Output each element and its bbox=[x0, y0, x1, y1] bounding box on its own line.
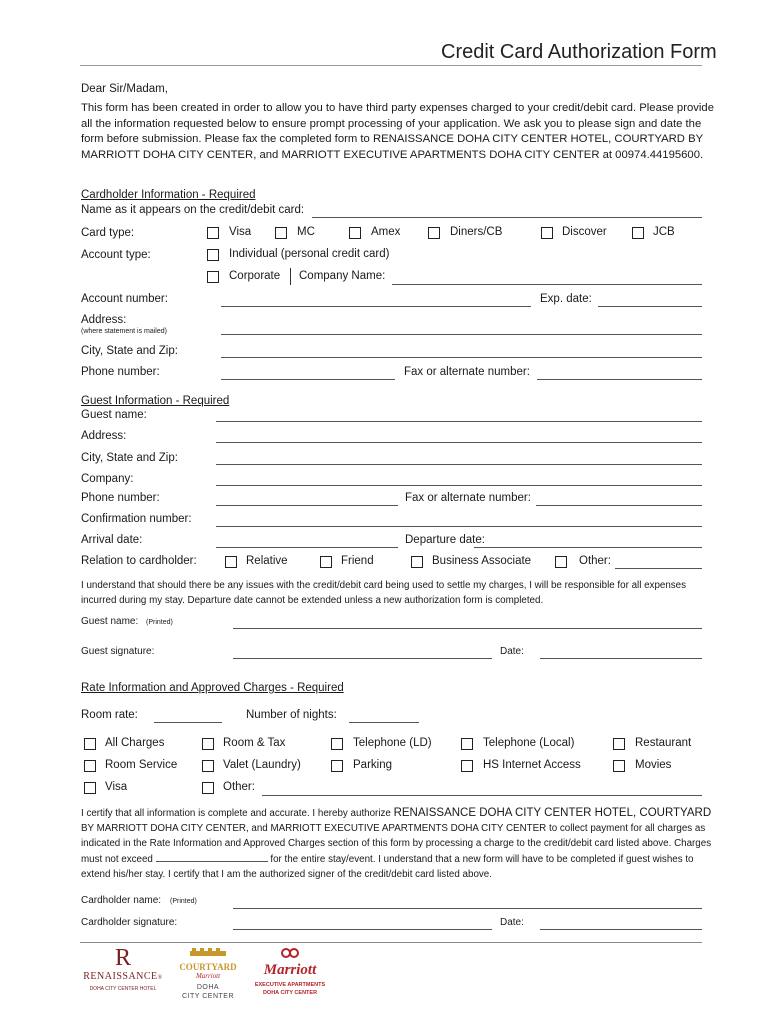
card-visa-label: Visa bbox=[229, 226, 252, 238]
certify-part1-hotels: RENAISSANCE DOHA CITY CENTER HOTEL, COURTYARD bbox=[393, 807, 712, 819]
certify-part4: completed if guest wishes to extend his/her stay. I certify that I am the authorized signer of the credit/debit card listed above. bbox=[81, 854, 694, 880]
relation-friend-checkbox[interactable] bbox=[320, 556, 332, 568]
fax-label: Fax or alternate number: bbox=[404, 366, 530, 378]
guest-signature-field[interactable] bbox=[233, 658, 492, 659]
company-name-label: Company Name: bbox=[299, 270, 386, 282]
cardholder-printed-note: (Printed) bbox=[170, 898, 197, 905]
charge-internet-label: HS Internet Access bbox=[483, 759, 581, 771]
courtyard-sub2: CITY CENTER bbox=[181, 993, 235, 1000]
intro-paragraph: This form has been created in order to allow you to have third party expenses charged to your credit/debit card. Please provide all the information requested below to ensure prompt processing of your application. We ask you to please sign and date the form before submission. Please fax the completed form to RENAISSANCE DOHA CITY CENTER HOTEL, COURTYARD BY MARRIOTT DOHA CITY CENTER, and MARRIOTT EXECUTIVE APARTMENTS DOHA CITY CENTER at 00974.44195600. bbox=[81, 102, 714, 161]
individual-label: Individual (personal credit card) bbox=[229, 248, 390, 260]
marriott-sub2: DOHA CITY CENTER bbox=[262, 990, 318, 996]
guest-signature-label: Guest signature: bbox=[81, 646, 155, 657]
charge-all-checkbox[interactable] bbox=[84, 738, 96, 750]
card-diners-label: Diners/CB bbox=[450, 226, 503, 238]
card-visa-checkbox[interactable] bbox=[207, 227, 219, 239]
courtyard-sub1: DOHA bbox=[196, 984, 220, 991]
guest-name-label: Guest name: bbox=[81, 409, 147, 421]
exp-date-field[interactable] bbox=[598, 306, 702, 307]
marriott-sub1: EXECUTIVE APARTMENTS bbox=[254, 982, 326, 988]
card-jcb-label: JCB bbox=[653, 226, 675, 238]
city-field[interactable] bbox=[221, 357, 702, 358]
charge-movies-checkbox[interactable] bbox=[613, 760, 625, 772]
charge-movies-label: Movies bbox=[635, 759, 672, 771]
guest-name-printed-label: Guest name: bbox=[81, 616, 139, 627]
guest-company-field[interactable] bbox=[216, 485, 702, 486]
charge-visa-checkbox[interactable] bbox=[84, 782, 96, 794]
address-field[interactable] bbox=[221, 334, 702, 335]
renaissance-registered: ® bbox=[157, 975, 163, 981]
marriott-logo bbox=[248, 945, 332, 997]
charge-restaurant-label: Restaurant bbox=[635, 737, 692, 749]
card-discover-label: Discover bbox=[562, 226, 607, 238]
corporate-label: Corporate bbox=[229, 270, 281, 282]
cardholder-signature-label: Cardholder signature: bbox=[81, 917, 178, 928]
card-jcb-checkbox[interactable] bbox=[632, 227, 644, 239]
marriott-rings-icon bbox=[279, 948, 301, 958]
departure-label: Departure date: bbox=[405, 534, 485, 546]
relation-other-checkbox[interactable] bbox=[555, 556, 567, 568]
charge-telephone-ld-checkbox[interactable] bbox=[331, 738, 343, 750]
guest-heading: Guest Information - Required bbox=[81, 395, 230, 407]
charge-room-tax-checkbox[interactable] bbox=[202, 738, 214, 750]
charge-room-service-label: Room Service bbox=[105, 759, 178, 771]
charge-restaurant-checkbox[interactable] bbox=[613, 738, 625, 750]
guest-printed-note: (Printed) bbox=[146, 619, 173, 626]
guest-fax-label: Fax or alternate number: bbox=[405, 492, 531, 504]
card-discover-checkbox[interactable] bbox=[541, 227, 553, 239]
account-number-label: Account number: bbox=[81, 293, 168, 305]
certify-part2: BY MARRIOTT DOHA CITY CENTER, and MARRIOTT EXECUTIVE APARTMENTS DOHA CITY CENTER to collect payment for all charges as indicated in the Rate Information and Approved Charges section of this form by processing a charge to the credit/debit card listed bbox=[81, 823, 706, 849]
footer-divider bbox=[80, 942, 702, 943]
charge-limit-field[interactable] bbox=[156, 851, 268, 862]
charge-parking-label: Parking bbox=[353, 759, 392, 771]
arrival-field[interactable] bbox=[216, 547, 398, 548]
relation-label: Relation to cardholder: bbox=[81, 555, 197, 567]
page-title: Credit Card Authorization Form bbox=[441, 41, 717, 63]
renaissance-wordmark: RENAISSANCE bbox=[83, 971, 158, 982]
certify-part1: I certify that all information is complete and accurate. I hereby authorize bbox=[81, 808, 394, 819]
charge-valet-label: Valet (Laundry) bbox=[223, 759, 301, 771]
guest-name-printed-field[interactable] bbox=[233, 628, 702, 629]
nights-label: Number of nights: bbox=[246, 709, 337, 721]
guest-statement: I understand that should there be any issues with the credit/debit card being used to settle my charges, I will be responsible for all expenses incurred during my stay. Departure date cannot be extended unless a new authorization form is completed. bbox=[81, 580, 687, 606]
charge-telephone-local-checkbox[interactable] bbox=[461, 738, 473, 750]
confirmation-field[interactable] bbox=[216, 526, 702, 527]
corporate-divider bbox=[290, 268, 291, 285]
phone-label: Phone number: bbox=[81, 366, 160, 378]
relation-relative-checkbox[interactable] bbox=[225, 556, 237, 568]
rate-heading: Rate Information and Approved Charges - Required bbox=[81, 682, 344, 694]
relation-other-label: Other: bbox=[579, 555, 611, 567]
cardholder-date-field[interactable] bbox=[540, 929, 702, 930]
marriott-wordmark: Marriott bbox=[263, 962, 317, 978]
arrival-label: Arrival date: bbox=[81, 534, 143, 546]
courtyard-wordmark: COURTYARD bbox=[179, 962, 237, 972]
relation-other-field[interactable] bbox=[615, 568, 702, 569]
courtyard-crest-icon bbox=[188, 948, 228, 957]
charge-other-label: Other: bbox=[223, 781, 255, 793]
phone-field[interactable] bbox=[221, 379, 395, 380]
charge-telephone-local-label: Telephone (Local) bbox=[483, 737, 575, 749]
nights-field[interactable] bbox=[349, 722, 419, 723]
guest-fax-field[interactable] bbox=[536, 505, 702, 506]
charge-other-checkbox[interactable] bbox=[202, 782, 214, 794]
relation-friend-label: Friend bbox=[341, 555, 374, 567]
card-type-label: Card type: bbox=[81, 227, 135, 239]
charge-visa-label: Visa bbox=[105, 781, 128, 793]
departure-field[interactable] bbox=[474, 547, 702, 548]
address-label: Address: bbox=[81, 314, 127, 326]
renaissance-logo bbox=[78, 945, 168, 992]
guest-address-label: Address: bbox=[81, 430, 127, 442]
card-amex-checkbox[interactable] bbox=[349, 227, 361, 239]
renaissance-mark: R bbox=[114, 945, 131, 971]
cardholder-signature-field[interactable] bbox=[233, 929, 492, 930]
individual-checkbox[interactable] bbox=[207, 249, 219, 261]
card-diners-checkbox[interactable] bbox=[428, 227, 440, 239]
guest-company-label: Company: bbox=[81, 473, 134, 485]
title-divider bbox=[80, 65, 702, 66]
renaissance-subtitle: DOHA CITY CENTER HOTEL bbox=[89, 986, 157, 992]
relation-relative-label: Relative bbox=[246, 555, 288, 567]
room-rate-label: Room rate: bbox=[81, 709, 138, 721]
charge-room-service-checkbox[interactable] bbox=[84, 760, 96, 772]
card-amex-label: Amex bbox=[371, 226, 401, 238]
charge-valet-checkbox[interactable] bbox=[202, 760, 214, 772]
address-note: (where statement is mailed) bbox=[81, 328, 167, 335]
fax-field[interactable] bbox=[537, 379, 702, 380]
guest-phone-label: Phone number: bbox=[81, 492, 160, 504]
relation-business-label: Business Associate bbox=[432, 555, 532, 567]
cardholder-name-printed-field[interactable] bbox=[233, 908, 702, 909]
card-mc-checkbox[interactable] bbox=[275, 227, 287, 239]
cardholder-name-label: Name as it appears on the credit/debit card: bbox=[81, 204, 305, 216]
certify-part3a: above. Charges must not exceed bbox=[81, 838, 712, 865]
guest-name-field[interactable] bbox=[216, 421, 702, 422]
relation-business-checkbox[interactable] bbox=[411, 556, 423, 568]
exp-date-label: Exp. date: bbox=[540, 293, 592, 305]
cardholder-date-label: Date: bbox=[500, 917, 524, 928]
cardholder-name-printed-label: Cardholder name: bbox=[81, 895, 162, 906]
guest-city-field[interactable] bbox=[216, 464, 702, 465]
account-type-label: Account type: bbox=[81, 249, 151, 261]
certify-part3b: for the entire stay/event. I understand that a new form will have to be bbox=[270, 854, 568, 865]
charge-internet-checkbox[interactable] bbox=[461, 760, 473, 772]
charge-other-field[interactable] bbox=[262, 795, 702, 796]
guest-date-label: Date: bbox=[500, 646, 524, 657]
certify-paragraph bbox=[81, 806, 716, 882]
cardholder-heading: Cardholder Information - Required bbox=[81, 189, 256, 201]
room-rate-field[interactable] bbox=[154, 722, 222, 723]
company-name-field[interactable] bbox=[392, 284, 702, 285]
card-mc-label: MC bbox=[297, 226, 315, 238]
guest-date-field[interactable] bbox=[540, 658, 702, 659]
confirmation-label: Confirmation number: bbox=[81, 513, 192, 525]
charge-parking-checkbox[interactable] bbox=[331, 760, 343, 772]
courtyard-marriott: Marriott bbox=[195, 972, 221, 980]
city-label: City, State and Zip: bbox=[81, 345, 178, 357]
cardholder-name-field[interactable] bbox=[312, 217, 702, 218]
guest-city-label: City, State and Zip: bbox=[81, 452, 178, 464]
charge-all-label: All Charges bbox=[105, 737, 165, 749]
charge-room-tax-label: Room & Tax bbox=[223, 737, 286, 749]
corporate-checkbox[interactable] bbox=[207, 271, 219, 283]
charge-telephone-ld-label: Telephone (LD) bbox=[353, 737, 432, 749]
courtyard-logo bbox=[172, 944, 244, 1001]
salutation: Dear Sir/Madam, bbox=[81, 83, 168, 95]
guest-phone-field[interactable] bbox=[216, 505, 398, 506]
guest-address-field[interactable] bbox=[216, 442, 702, 443]
account-number-field[interactable] bbox=[221, 306, 531, 307]
